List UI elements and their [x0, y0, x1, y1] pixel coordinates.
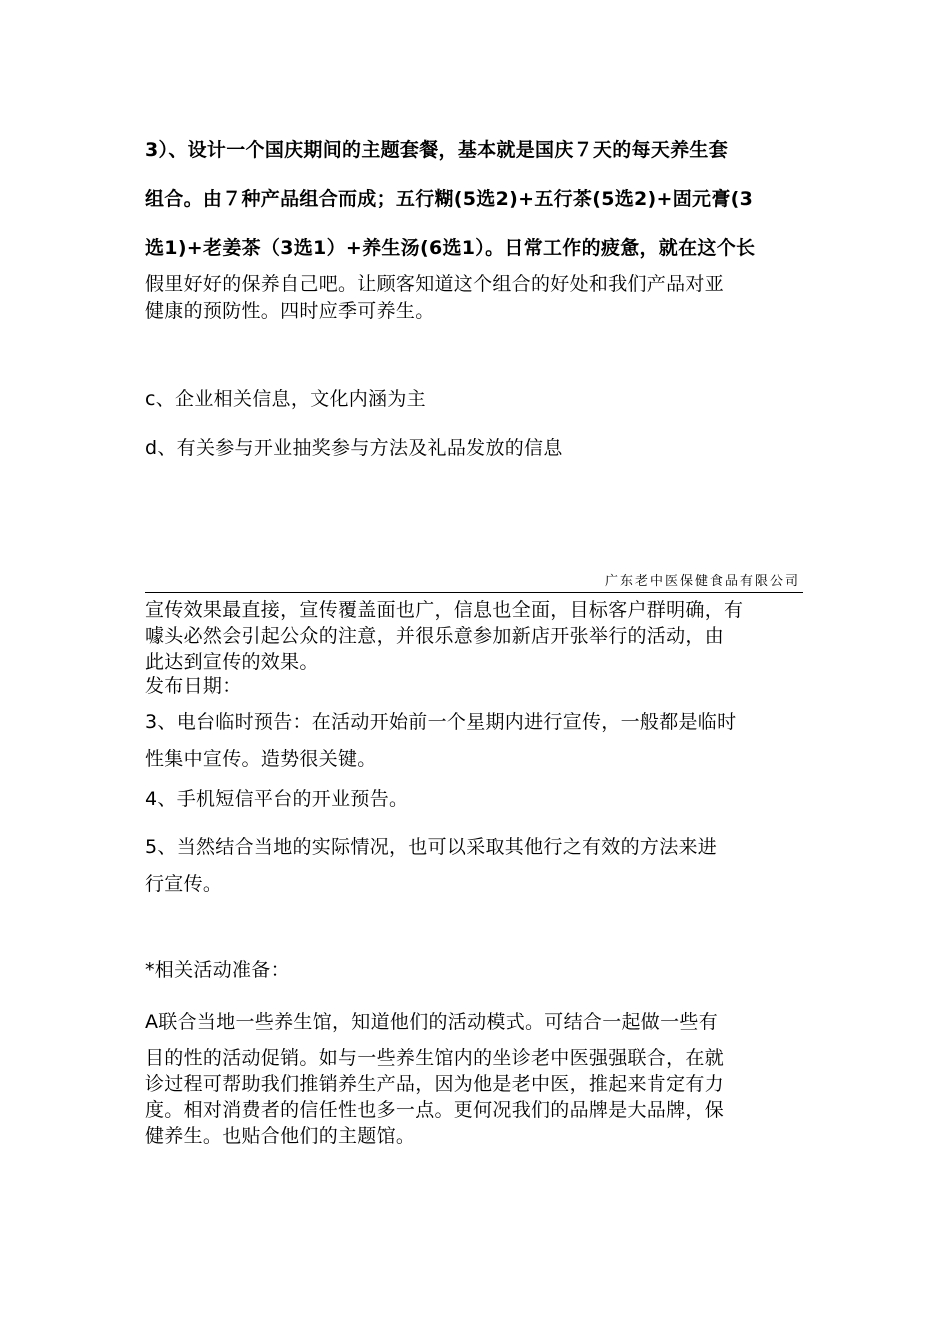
item-d: d、有关参与开业抽奖参与方法及礼品发放的信息 — [145, 437, 563, 459]
paragraph-3-line-2: 组合。由７种产品组合而成；五行糊(5选2)+五行茶(5选2)+固元膏(3 — [145, 188, 754, 210]
intro-line-2: 噱头必然会引起公众的注意，并很乐意参加新店开张举行的活动，由 — [145, 625, 725, 647]
item-a-line-5: 健养生。也贴合他们的主题馆。 — [145, 1125, 416, 1147]
item-a-line-3: 诊过程可帮助我们推销养生产品，因为他是老中医，推起来肯定有力 — [145, 1073, 725, 1095]
footer-company-name: 广东老中医保健食品有限公司 — [604, 574, 800, 589]
publish-date-label: 发布日期： — [145, 675, 242, 697]
item-a-line-4: 度。相对消费者的信任性也多一点。更何况我们的品牌是大品牌，保 — [145, 1099, 725, 1121]
footer-divider — [145, 592, 803, 593]
paragraph-3-line-3: 选1)+老姜茶（3选1）+养生汤(6选1）。日常工作的疲惫，就在这个长 — [145, 237, 756, 259]
item-5-line-1: 5、当然结合当地的实际情况，也可以采取其他行之有效的方法来进 — [145, 836, 718, 858]
item-3-line-1: 3、电台临时预告：在活动开始前一个星期内进行宣传，一般都是临时 — [145, 711, 737, 733]
paragraph-3-line-5: 健康的预防性。四时应季可养生。 — [145, 300, 435, 322]
item-a-line-1: A联合当地一些养生馆，知道他们的活动模式。可结合一起做一些有 — [145, 1011, 718, 1033]
item-4: 4、手机短信平台的开业预告。 — [145, 788, 409, 810]
intro-line-3: 此达到宣传的效果。 — [145, 651, 319, 673]
item-c: c、企业相关信息，文化内涵为主 — [145, 388, 426, 410]
paragraph-3-line-1: 3）、设计一个国庆期间的主题套餐，基本就是国庆７天的每天养生套 — [145, 139, 729, 161]
intro-line-1: 宣传效果最直接，宣传覆盖面也广，信息也全面，目标客户群明确，有 — [145, 599, 744, 621]
item-5-line-2: 行宣传。 — [145, 873, 223, 895]
paragraph-3-line-4: 假里好好的保养自己吧。让顾客知道这个组合的好处和我们产品对亚 — [145, 273, 725, 295]
activity-heading: *相关活动准备： — [145, 959, 290, 981]
item-a-line-2: 目的性的活动促销。如与一些养生馆内的坐诊老中医强强联合，在就 — [145, 1047, 725, 1069]
item-3-line-2: 性集中宣传。造势很关键。 — [145, 748, 377, 770]
